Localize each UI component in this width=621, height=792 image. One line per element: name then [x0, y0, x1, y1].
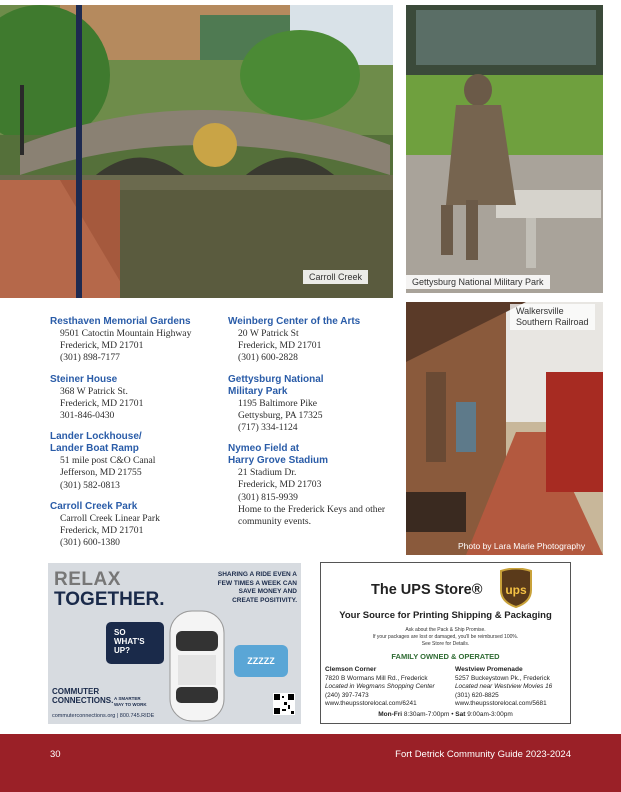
commuter-connections-ad[interactable]	[48, 563, 301, 724]
walkersville-caption	[510, 304, 595, 330]
listing-name: Military Park	[228, 385, 288, 397]
listing-line: 368 W Patrick St.	[60, 385, 128, 397]
listing-name: Lander Lockhouse/	[50, 431, 142, 443]
listing-line: (301) 600-1380	[60, 537, 120, 549]
walkersville-photo	[406, 302, 603, 555]
listing-line: 21 Stadium Dr.	[238, 467, 297, 479]
listing-entry	[50, 501, 226, 550]
listing-line: 51 mile post C&O Canal	[60, 455, 156, 467]
listing-entry	[228, 374, 402, 435]
listing-line: 20 W Patrick St	[238, 328, 299, 339]
ups-location-name: Clemson Corner	[325, 666, 377, 673]
listing-entry	[50, 431, 226, 492]
ups-hours-days2: Sat	[455, 711, 466, 718]
ups-fine-print-1: Ask about the Pack & Ship Promise.	[405, 627, 486, 633]
listing-name: Weinberg Center of the Arts	[228, 316, 361, 327]
listing-line: Frederick, MD 21701	[60, 340, 144, 352]
listing-entry	[50, 374, 226, 423]
commuter-connections-logo	[52, 687, 113, 705]
ups-location-address: 5257 Buckeystown Pk., Frederick	[455, 674, 550, 682]
ad-share-line: SHARING A RIDE EVEN A	[217, 571, 297, 578]
ups-tagline: Your Source for Printing Shipping & Packaging	[339, 610, 552, 621]
ups-location-address: 7820 B Wormans Mill Rd., Frederick	[325, 674, 428, 682]
ups-location-phone[interactable]: (240) 397-7473	[325, 691, 369, 699]
ups-store-title: The UPS Store®	[371, 582, 483, 598]
listing-line: Frederick, MD 21701	[60, 397, 144, 409]
ad-headline-together: TOGETHER.	[54, 589, 165, 610]
listing-line: Gettysburg, PA 17325	[238, 409, 323, 421]
gettysburg-caption: Gettysburg National Military Park	[406, 275, 550, 289]
ups-fine-print-3: See Store for Details.	[421, 641, 470, 647]
page-footer	[0, 734, 621, 792]
listing-line: (301) 898-7177	[60, 352, 120, 364]
chat-bubble-whats-up	[106, 622, 164, 664]
car-illustration	[166, 609, 228, 723]
listing-name: Resthaven Memorial Gardens	[50, 316, 191, 327]
ups-hours	[321, 711, 570, 718]
ups-hours-days1: Mon-Fri	[378, 711, 403, 718]
listings-left	[50, 316, 226, 558]
bubble-line: SO	[114, 628, 126, 637]
ups-location-note: Located near Westview Movies 16	[455, 683, 553, 691]
walkersville-caption-line2: Southern Railroad	[516, 317, 589, 327]
logo-line: COMMUTER	[52, 687, 100, 696]
listing-name: Lander Boat Ramp	[50, 443, 139, 455]
listing-line: Frederick, MD 21701	[238, 340, 322, 352]
ups-fine-print-2: If your packages are lost or damaged, you'll be reimbursed 100%.	[372, 634, 519, 640]
ups-location-clemson	[325, 666, 447, 709]
page-number: 30	[50, 749, 61, 760]
qr-code-icon	[273, 693, 295, 715]
ups-location-phone[interactable]: (301) 620-8825	[455, 691, 499, 699]
tagline-line: WAY TO WORK	[114, 701, 147, 707]
listing-name: Gettysburg National	[228, 373, 324, 385]
listing-line: Jefferson, MD 21755	[60, 467, 142, 479]
listing-entry	[228, 443, 402, 528]
listing-name: Carroll Creek Park	[50, 500, 138, 512]
photo-credit: Photo by Lara Marie Photography	[458, 541, 586, 551]
carroll-creek-caption: Carroll Creek	[303, 270, 368, 284]
ups-location-note: Located in Wegmans Shopping Center	[325, 683, 435, 691]
listing-line: 9501 Catoctin Mountain Highway	[60, 328, 192, 339]
chat-bubble-zzzzz: ZZZZZ	[234, 645, 288, 677]
ad-share-line: SAVE MONEY AND	[238, 588, 297, 595]
listing-line: 301-846-0430	[60, 410, 115, 422]
listing-line: Frederick, MD 21701	[60, 525, 144, 537]
listing-name: Nymeo Field at	[228, 443, 300, 455]
ups-hours-time1: 8:30am-7:00pm •	[402, 711, 456, 718]
listing-name: Harry Grove Stadium	[228, 455, 329, 467]
ups-location-url[interactable]: www.theupsstorelocal.com/6241	[325, 700, 417, 708]
ad-headline-relax: RELAX	[54, 569, 121, 590]
listing-line: (301) 600-2828	[238, 352, 298, 364]
listing-line: (301) 815-9939	[238, 491, 298, 503]
listing-line: Carroll Creek Linear Park	[60, 512, 160, 524]
ad-share-line: FEW TIMES A WEEK CAN	[217, 579, 297, 587]
gettysburg-photo	[406, 5, 603, 293]
carroll-creek-photo	[0, 5, 393, 298]
guide-title: Fort Detrick Community Guide 2023-2024	[395, 749, 571, 760]
listing-note: Home to the Frederick Keys and other community events.	[238, 503, 386, 528]
bubble-line: WHAT'S	[114, 637, 145, 646]
listing-line: 1195 Baltimore Pike	[238, 397, 318, 409]
ups-location-westview	[455, 666, 577, 709]
listing-line: (301) 582-0813	[60, 479, 120, 491]
logo-line: CONNECTIONS.	[52, 696, 114, 705]
ups-location-url[interactable]: www.theupsstorelocal.com/5681	[455, 700, 547, 708]
listing-entry	[228, 316, 402, 365]
ups-shield-icon	[499, 568, 533, 608]
walkersville-caption-line1: Walkersville	[516, 306, 564, 316]
commuter-url[interactable]: commuterconnections.org | 800.745.RIDE	[52, 713, 155, 719]
ups-family-owned: FAMILY OWNED & OPERATED	[391, 652, 500, 661]
bubble-line: UP?	[114, 646, 130, 655]
commuter-connections-tagline	[114, 696, 147, 707]
listings-right	[228, 316, 402, 537]
listing-name: Steiner House	[50, 373, 118, 385]
ad-share-line: CREATE POSITIVITY.	[232, 596, 297, 604]
ups-shield-text: ups	[505, 583, 527, 597]
listing-line: (717) 334-1124	[238, 422, 298, 434]
ups-hours-time2: 9:00am-3:00pm	[465, 711, 513, 718]
tagline-line: A SMARTER	[114, 696, 141, 701]
ups-location-name: Westview Promenade	[455, 666, 523, 673]
ad-share-text	[197, 571, 297, 605]
ups-store-ad[interactable]	[320, 562, 571, 724]
listing-entry	[50, 316, 226, 365]
listing-line: Frederick, MD 21703	[238, 479, 322, 491]
